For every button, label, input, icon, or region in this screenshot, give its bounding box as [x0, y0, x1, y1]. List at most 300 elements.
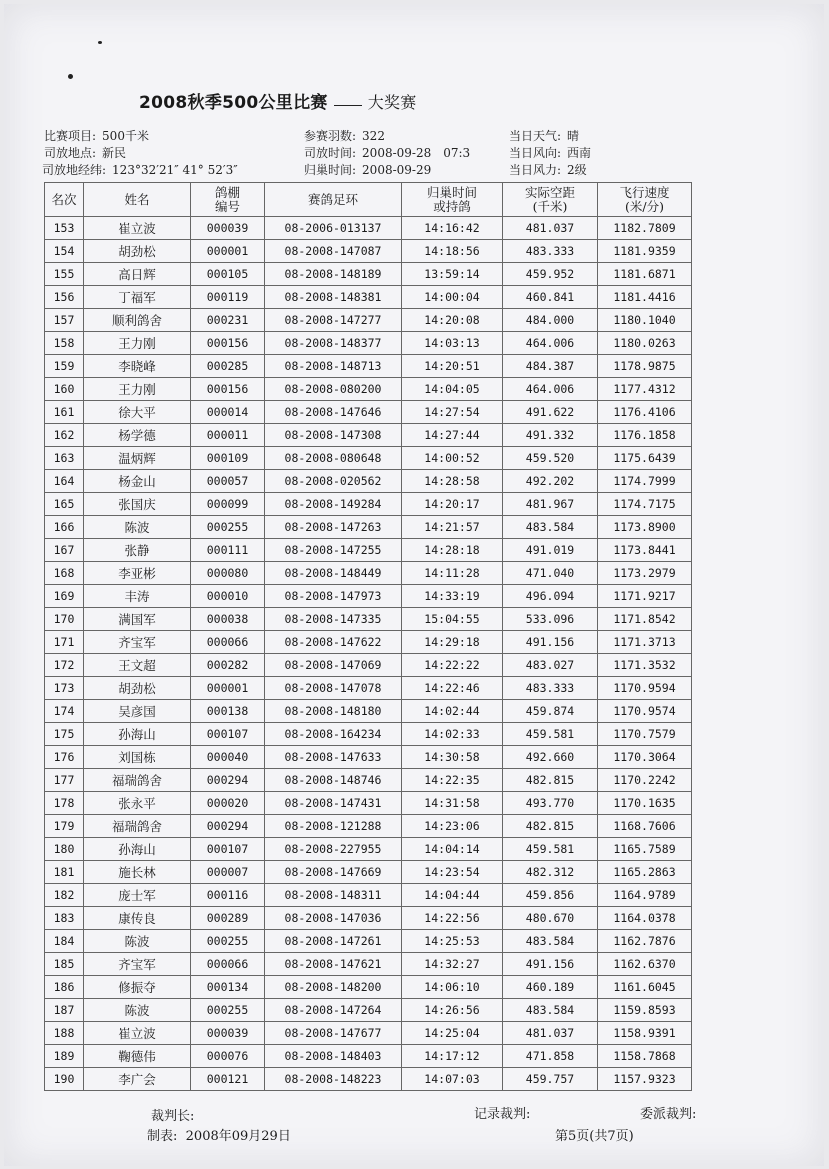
header-distance: 实际空距 (千米) — [503, 183, 598, 217]
cell-rank: 190 — [45, 1068, 84, 1091]
cell-return-time: 14:21:57 — [402, 516, 503, 539]
cell-distance: 492.660 — [503, 746, 598, 769]
cell-name: 王力刚 — [84, 378, 191, 401]
cell-name: 徐大平 — [84, 401, 191, 424]
cell-return-time: 14:16:42 — [402, 217, 503, 240]
cell-name: 丁福军 — [84, 286, 191, 309]
cell-loft-id: 000138 — [191, 700, 265, 723]
cell-loft-id: 000001 — [191, 240, 265, 263]
table-row — [45, 355, 692, 378]
cell-distance: 481.037 — [503, 217, 598, 240]
cell-loft-id: 000255 — [191, 516, 265, 539]
cell-speed: 1170.9594 — [598, 677, 692, 700]
cell-ring-number: 08-2008-147264 — [265, 999, 402, 1022]
table-body — [45, 217, 692, 1091]
cell-return-time: 14:00:04 — [402, 286, 503, 309]
cell-loft-id: 000099 — [191, 493, 265, 516]
cell-name: 崔立波 — [84, 1022, 191, 1045]
cell-rank: 177 — [45, 769, 84, 792]
table-row — [45, 332, 692, 355]
table-row — [45, 240, 692, 263]
cell-return-time: 14:27:44 — [402, 424, 503, 447]
cell-return-time: 14:18:56 — [402, 240, 503, 263]
cell-return-time: 14:03:13 — [402, 332, 503, 355]
cell-name: 陈波 — [84, 516, 191, 539]
cell-speed: 1181.6871 — [598, 263, 692, 286]
cell-name: 崔立波 — [84, 217, 191, 240]
table-row — [45, 907, 692, 930]
cell-ring-number: 08-2008-164234 — [265, 723, 402, 746]
cell-distance: 481.037 — [503, 1022, 598, 1045]
cell-ring-number: 08-2008-147277 — [265, 309, 402, 332]
cell-speed: 1165.2863 — [598, 861, 692, 884]
table-row — [45, 539, 692, 562]
table-row — [45, 677, 692, 700]
cell-return-time: 14:26:56 — [402, 999, 503, 1022]
cell-rank: 153 — [45, 217, 84, 240]
cell-return-time: 14:04:44 — [402, 884, 503, 907]
cell-rank: 169 — [45, 585, 84, 608]
title-blank-line — [334, 105, 362, 106]
cell-return-time: 13:59:14 — [402, 263, 503, 286]
cell-loft-id: 000285 — [191, 355, 265, 378]
cell-loft-id: 000294 — [191, 769, 265, 792]
header-speed: 飞行速度 (米/分) — [598, 183, 692, 217]
table-row — [45, 953, 692, 976]
title-suffix: 大奖赛 — [367, 93, 417, 112]
cell-ring-number: 08-2008-148200 — [265, 976, 402, 999]
cell-ring-number: 08-2008-147078 — [265, 677, 402, 700]
cell-ring-number: 08-2008-148381 — [265, 286, 402, 309]
cell-ring-number: 08-2008-147069 — [265, 654, 402, 677]
cell-return-time: 14:29:18 — [402, 631, 503, 654]
header-ring-number: 赛鸽足环 — [265, 183, 402, 217]
cell-speed: 1176.1858 — [598, 424, 692, 447]
cell-ring-number: 08-2006-013137 — [265, 217, 402, 240]
speck-mark — [68, 74, 73, 79]
cell-speed: 1171.3713 — [598, 631, 692, 654]
cell-rank: 173 — [45, 677, 84, 700]
cell-distance: 491.156 — [503, 953, 598, 976]
cell-distance: 483.333 — [503, 240, 598, 263]
cell-rank: 157 — [45, 309, 84, 332]
table-row — [45, 263, 692, 286]
info-release-place: 司放地点: 新民 — [44, 146, 127, 160]
cell-return-time: 14:00:52 — [402, 447, 503, 470]
cell-rank: 170 — [45, 608, 84, 631]
cell-distance: 483.333 — [503, 677, 598, 700]
cell-rank: 171 — [45, 631, 84, 654]
cell-loft-id: 000066 — [191, 631, 265, 654]
cell-name: 李晓峰 — [84, 355, 191, 378]
cell-distance: 484.387 — [503, 355, 598, 378]
cell-loft-id: 000134 — [191, 976, 265, 999]
cell-speed: 1181.4416 — [598, 286, 692, 309]
cell-return-time: 14:32:27 — [402, 953, 503, 976]
title-main: 2008秋季500公里比赛 — [139, 93, 328, 113]
table-row — [45, 470, 692, 493]
table-row — [45, 746, 692, 769]
header-return-time: 归巢时间 或持鸽 — [402, 183, 503, 217]
cell-rank: 182 — [45, 884, 84, 907]
cell-name: 李亚彬 — [84, 562, 191, 585]
cell-ring-number: 08-2008-020562 — [265, 470, 402, 493]
cell-return-time: 14:11:28 — [402, 562, 503, 585]
cell-speed: 1162.7876 — [598, 930, 692, 953]
cell-loft-id: 000109 — [191, 447, 265, 470]
cell-return-time: 14:30:58 — [402, 746, 503, 769]
cell-distance: 533.096 — [503, 608, 598, 631]
cell-speed: 1157.9323 — [598, 1068, 692, 1091]
cell-loft-id: 000105 — [191, 263, 265, 286]
cell-name: 张永平 — [84, 792, 191, 815]
cell-ring-number: 08-2008-148189 — [265, 263, 402, 286]
document-page — [4, 4, 824, 1166]
cell-return-time: 14:22:56 — [402, 907, 503, 930]
cell-ring-number: 08-2008-227955 — [265, 838, 402, 861]
cell-loft-id: 000010 — [191, 585, 265, 608]
cell-speed: 1171.3532 — [598, 654, 692, 677]
cell-speed: 1173.2979 — [598, 562, 692, 585]
cell-return-time: 14:28:58 — [402, 470, 503, 493]
cell-return-time: 15:04:55 — [402, 608, 503, 631]
made-by-line: 制表: 2008年09月29日 — [147, 1129, 291, 1144]
cell-ring-number: 08-2008-148180 — [265, 700, 402, 723]
cell-distance: 483.584 — [503, 930, 598, 953]
cell-speed: 1178.9875 — [598, 355, 692, 378]
cell-rank: 183 — [45, 907, 84, 930]
cell-name: 李广会 — [84, 1068, 191, 1091]
cell-ring-number: 08-2008-147646 — [265, 401, 402, 424]
cell-speed: 1175.6439 — [598, 447, 692, 470]
appointed-referee-label: 委派裁判: — [640, 1107, 697, 1122]
table-row — [45, 769, 692, 792]
cell-ring-number: 08-2008-147261 — [265, 930, 402, 953]
table-row — [45, 309, 692, 332]
table-row — [45, 378, 692, 401]
cell-ring-number: 08-2008-148746 — [265, 769, 402, 792]
cell-return-time: 14:02:44 — [402, 700, 503, 723]
cell-distance: 484.000 — [503, 309, 598, 332]
cell-distance: 459.581 — [503, 838, 598, 861]
table-row — [45, 217, 692, 240]
cell-distance: 491.622 — [503, 401, 598, 424]
cell-speed: 1171.8542 — [598, 608, 692, 631]
cell-loft-id: 000057 — [191, 470, 265, 493]
cell-loft-id: 000066 — [191, 953, 265, 976]
cell-distance: 459.581 — [503, 723, 598, 746]
cell-distance: 492.202 — [503, 470, 598, 493]
cell-distance: 464.006 — [503, 332, 598, 355]
table-row — [45, 608, 692, 631]
table-row — [45, 401, 692, 424]
cell-rank: 187 — [45, 999, 84, 1022]
info-entries: 参赛羽数: 322 — [304, 129, 385, 143]
cell-name: 鞠德伟 — [84, 1045, 191, 1068]
cell-return-time: 14:27:54 — [402, 401, 503, 424]
cell-return-time: 14:23:06 — [402, 815, 503, 838]
cell-speed: 1174.7175 — [598, 493, 692, 516]
info-release-time: 司放时间: 2008-09-28 07:3 — [304, 146, 471, 160]
table-row — [45, 654, 692, 677]
cell-return-time: 14:25:04 — [402, 1022, 503, 1045]
info-return-time: 归巢时间: 2008-09-29 — [304, 163, 432, 177]
cell-distance: 483.584 — [503, 516, 598, 539]
cell-ring-number: 08-2008-148449 — [265, 562, 402, 585]
header-rank: 名次 — [45, 183, 84, 217]
cell-rank: 163 — [45, 447, 84, 470]
table-row — [45, 424, 692, 447]
cell-name: 高日辉 — [84, 263, 191, 286]
cell-speed: 1170.2242 — [598, 769, 692, 792]
table-row — [45, 838, 692, 861]
chief-referee-label: 裁判长: — [151, 1109, 195, 1124]
cell-return-time: 14:02:33 — [402, 723, 503, 746]
cell-speed: 1173.8441 — [598, 539, 692, 562]
cell-loft-id: 000255 — [191, 930, 265, 953]
cell-ring-number: 08-2008-147622 — [265, 631, 402, 654]
cell-return-time: 14:33:19 — [402, 585, 503, 608]
cell-distance: 471.040 — [503, 562, 598, 585]
table-row — [45, 700, 692, 723]
cell-loft-id: 000116 — [191, 884, 265, 907]
cell-rank: 178 — [45, 792, 84, 815]
cell-return-time: 14:07:03 — [402, 1068, 503, 1091]
cell-ring-number: 08-2008-148403 — [265, 1045, 402, 1068]
cell-distance: 496.094 — [503, 585, 598, 608]
cell-name: 修振夺 — [84, 976, 191, 999]
cell-distance: 482.815 — [503, 815, 598, 838]
cell-name: 孙海山 — [84, 838, 191, 861]
cell-loft-id: 000011 — [191, 424, 265, 447]
cell-name: 温炳辉 — [84, 447, 191, 470]
cell-return-time: 14:22:46 — [402, 677, 503, 700]
cell-loft-id: 000080 — [191, 562, 265, 585]
cell-rank: 189 — [45, 1045, 84, 1068]
speck-mark — [98, 41, 102, 44]
cell-speed: 1182.7809 — [598, 217, 692, 240]
cell-ring-number: 08-2008-147036 — [265, 907, 402, 930]
cell-return-time: 14:20:08 — [402, 309, 503, 332]
cell-speed: 1159.8593 — [598, 999, 692, 1022]
cell-rank: 158 — [45, 332, 84, 355]
cell-speed: 1168.7606 — [598, 815, 692, 838]
table-row — [45, 516, 692, 539]
cell-rank: 176 — [45, 746, 84, 769]
cell-ring-number: 08-2008-121288 — [265, 815, 402, 838]
cell-ring-number: 08-2008-147973 — [265, 585, 402, 608]
cell-distance: 491.332 — [503, 424, 598, 447]
cell-speed: 1176.4106 — [598, 401, 692, 424]
cell-name: 杨学德 — [84, 424, 191, 447]
table-row — [45, 930, 692, 953]
cell-name: 张国庆 — [84, 493, 191, 516]
cell-return-time: 14:23:54 — [402, 861, 503, 884]
cell-rank: 155 — [45, 263, 84, 286]
cell-rank: 188 — [45, 1022, 84, 1045]
cell-rank: 179 — [45, 815, 84, 838]
cell-speed: 1164.0378 — [598, 907, 692, 930]
cell-distance: 459.952 — [503, 263, 598, 286]
cell-rank: 160 — [45, 378, 84, 401]
cell-loft-id: 000020 — [191, 792, 265, 815]
cell-ring-number: 08-2008-147335 — [265, 608, 402, 631]
cell-loft-id: 000156 — [191, 332, 265, 355]
cell-name: 康传良 — [84, 907, 191, 930]
cell-distance: 483.027 — [503, 654, 598, 677]
page-indicator: 第5页(共7页) — [555, 1129, 634, 1144]
cell-loft-id: 000039 — [191, 217, 265, 240]
cell-distance: 464.006 — [503, 378, 598, 401]
cell-speed: 1177.4312 — [598, 378, 692, 401]
cell-name: 胡劲松 — [84, 240, 191, 263]
cell-name: 陈波 — [84, 930, 191, 953]
cell-name: 满国军 — [84, 608, 191, 631]
cell-distance: 460.189 — [503, 976, 598, 999]
cell-loft-id: 000107 — [191, 838, 265, 861]
table-row — [45, 861, 692, 884]
cell-distance: 493.770 — [503, 792, 598, 815]
info-wind-direction: 当日风向: 西南 — [509, 146, 592, 160]
cell-name: 杨金山 — [84, 470, 191, 493]
cell-return-time: 14:20:51 — [402, 355, 503, 378]
cell-distance: 471.858 — [503, 1045, 598, 1068]
cell-distance: 459.856 — [503, 884, 598, 907]
cell-speed: 1170.3064 — [598, 746, 692, 769]
cell-ring-number: 08-2008-080648 — [265, 447, 402, 470]
cell-rank: 174 — [45, 700, 84, 723]
cell-return-time: 14:22:22 — [402, 654, 503, 677]
cell-rank: 166 — [45, 516, 84, 539]
cell-rank: 162 — [45, 424, 84, 447]
cell-ring-number: 08-2008-149284 — [265, 493, 402, 516]
cell-distance: 460.841 — [503, 286, 598, 309]
cell-return-time: 14:31:58 — [402, 792, 503, 815]
cell-loft-id: 000119 — [191, 286, 265, 309]
cell-rank: 180 — [45, 838, 84, 861]
cell-rank: 164 — [45, 470, 84, 493]
cell-name: 丰涛 — [84, 585, 191, 608]
cell-distance: 483.584 — [503, 999, 598, 1022]
cell-name: 齐宝军 — [84, 631, 191, 654]
results-table — [44, 182, 692, 1091]
table-row — [45, 286, 692, 309]
table-row — [45, 1045, 692, 1068]
cell-ring-number: 08-2008-147669 — [265, 861, 402, 884]
table-row — [45, 999, 692, 1022]
table-row — [45, 585, 692, 608]
cell-return-time: 14:04:05 — [402, 378, 503, 401]
cell-loft-id: 000231 — [191, 309, 265, 332]
cell-return-time: 14:28:18 — [402, 539, 503, 562]
cell-name: 福瑞鸽舍 — [84, 769, 191, 792]
cell-distance: 459.520 — [503, 447, 598, 470]
cell-rank: 181 — [45, 861, 84, 884]
cell-return-time: 14:06:10 — [402, 976, 503, 999]
cell-loft-id: 000038 — [191, 608, 265, 631]
cell-name: 王力刚 — [84, 332, 191, 355]
cell-name: 陈波 — [84, 999, 191, 1022]
table-row — [45, 493, 692, 516]
cell-distance: 482.815 — [503, 769, 598, 792]
table-row — [45, 976, 692, 999]
cell-loft-id: 000040 — [191, 746, 265, 769]
cell-distance: 481.967 — [503, 493, 598, 516]
cell-speed: 1170.1635 — [598, 792, 692, 815]
cell-distance: 491.019 — [503, 539, 598, 562]
cell-rank: 185 — [45, 953, 84, 976]
cell-return-time: 14:17:12 — [402, 1045, 503, 1068]
cell-speed: 1171.9217 — [598, 585, 692, 608]
table-row — [45, 792, 692, 815]
cell-loft-id: 000282 — [191, 654, 265, 677]
cell-distance: 459.757 — [503, 1068, 598, 1091]
table-row — [45, 1022, 692, 1045]
cell-loft-id: 000289 — [191, 907, 265, 930]
table-row — [45, 447, 692, 470]
cell-ring-number: 08-2008-147677 — [265, 1022, 402, 1045]
cell-name: 胡劲松 — [84, 677, 191, 700]
cell-speed: 1173.8900 — [598, 516, 692, 539]
cell-loft-id: 000007 — [191, 861, 265, 884]
cell-rank: 165 — [45, 493, 84, 516]
cell-ring-number: 08-2008-147308 — [265, 424, 402, 447]
cell-loft-id: 000039 — [191, 1022, 265, 1045]
cell-ring-number: 08-2008-147431 — [265, 792, 402, 815]
cell-distance: 480.670 — [503, 907, 598, 930]
info-coordinates: 司放地经纬: 123°32′21″ 41° 52′3″ — [42, 163, 238, 177]
cell-speed: 1181.9359 — [598, 240, 692, 263]
header-loft-id: 鸽棚 编号 — [191, 183, 265, 217]
cell-loft-id: 000107 — [191, 723, 265, 746]
cell-speed: 1180.0263 — [598, 332, 692, 355]
info-event: 比赛项目: 500千米 — [44, 129, 149, 143]
cell-distance: 459.874 — [503, 700, 598, 723]
table-row — [45, 1068, 692, 1091]
cell-name: 施长林 — [84, 861, 191, 884]
cell-distance: 482.312 — [503, 861, 598, 884]
cell-speed: 1174.7999 — [598, 470, 692, 493]
cell-return-time: 14:25:53 — [402, 930, 503, 953]
cell-ring-number: 08-2008-080200 — [265, 378, 402, 401]
cell-loft-id: 000001 — [191, 677, 265, 700]
cell-ring-number: 08-2008-147621 — [265, 953, 402, 976]
cell-speed: 1162.6370 — [598, 953, 692, 976]
cell-ring-number: 08-2008-148377 — [265, 332, 402, 355]
cell-name: 顺利鸽舍 — [84, 309, 191, 332]
table-header-row — [45, 183, 692, 217]
cell-ring-number: 08-2008-147263 — [265, 516, 402, 539]
cell-distance: 491.156 — [503, 631, 598, 654]
cell-speed: 1180.1040 — [598, 309, 692, 332]
table-row — [45, 562, 692, 585]
cell-name: 齐宝军 — [84, 953, 191, 976]
cell-ring-number: 08-2008-148713 — [265, 355, 402, 378]
cell-speed: 1164.9789 — [598, 884, 692, 907]
document-title — [139, 88, 417, 113]
cell-return-time: 14:20:17 — [402, 493, 503, 516]
cell-loft-id: 000255 — [191, 999, 265, 1022]
cell-rank: 154 — [45, 240, 84, 263]
cell-name: 孙海山 — [84, 723, 191, 746]
cell-loft-id: 000014 — [191, 401, 265, 424]
cell-speed: 1161.6045 — [598, 976, 692, 999]
cell-ring-number: 08-2008-147633 — [265, 746, 402, 769]
recording-referee-label: 记录裁判: — [474, 1107, 531, 1122]
cell-loft-id: 000076 — [191, 1045, 265, 1068]
cell-loft-id: 000111 — [191, 539, 265, 562]
cell-name: 吴彦国 — [84, 700, 191, 723]
